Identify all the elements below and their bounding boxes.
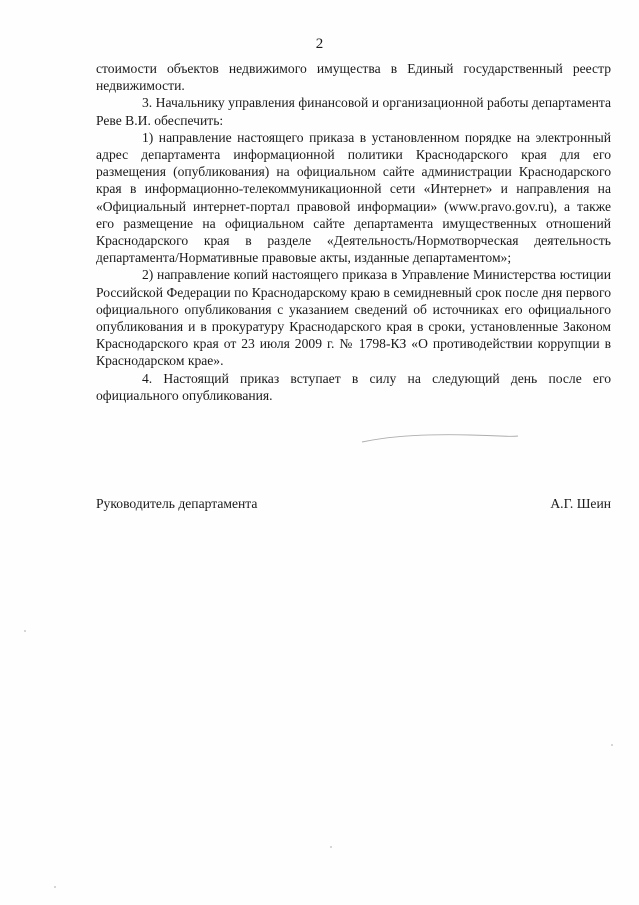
paragraph-subitem-2: 2) направление копий настоящего приказа в Управление Министерства юстиции Российской Федерации по Краснодарскому краю в семидневный срок после дня первого официального опубликования с указанием сведений об источниках его официального опубликования и в прокуратуру Краснодарского края в сроки, установленные Законом Краснодарского края от 23 июля 2009 г. № 1798-КЗ «О противодействии коррупции в Краснодарском крае». — [96, 267, 611, 369]
scan-speck — [330, 846, 332, 848]
paragraph-subitem-1: 1) направление настоящего приказа в установленном порядке на электронный адрес департамента информационной политики Краснодарского края для его размещения (опубликования) на официальном сайте администрации Краснодарского края в информационно-телекоммуникационной сети «Интернет» и направления на «Официальный интернет-портал правовой информации» (www.pravo.gov.ru), а также его размещение на официальном сайте департамента имущественных отношений Краснодарского края в разделе «Деятельность/Нормотворческая деятельность департамента/Нормативные правовые акты, изданные департаментом»; — [96, 129, 611, 266]
document-body — [96, 60, 611, 404]
scan-speck — [54, 886, 56, 888]
page-number: 2 — [315, 36, 324, 52]
scan-speck — [611, 744, 613, 746]
paragraph-item-4: 4. Настоящий приказ вступает в силу на следующий день после его официального опубликования. — [96, 370, 611, 403]
scan-speck — [24, 630, 26, 632]
signatory-name: А.Г. Шеин — [550, 496, 611, 511]
pen-stroke-mark — [360, 430, 520, 446]
paragraph-item-3: 3. Начальнику управления финансовой и организационной работы департамента Реве В.И. обеспечить: — [96, 95, 611, 128]
paragraph-continuation: стоимости объектов недвижимого имущества в Единый государственный реестр недвижимости. — [96, 61, 611, 94]
signature-block — [96, 496, 611, 512]
signatory-position: Руководитель департамента — [96, 496, 258, 511]
